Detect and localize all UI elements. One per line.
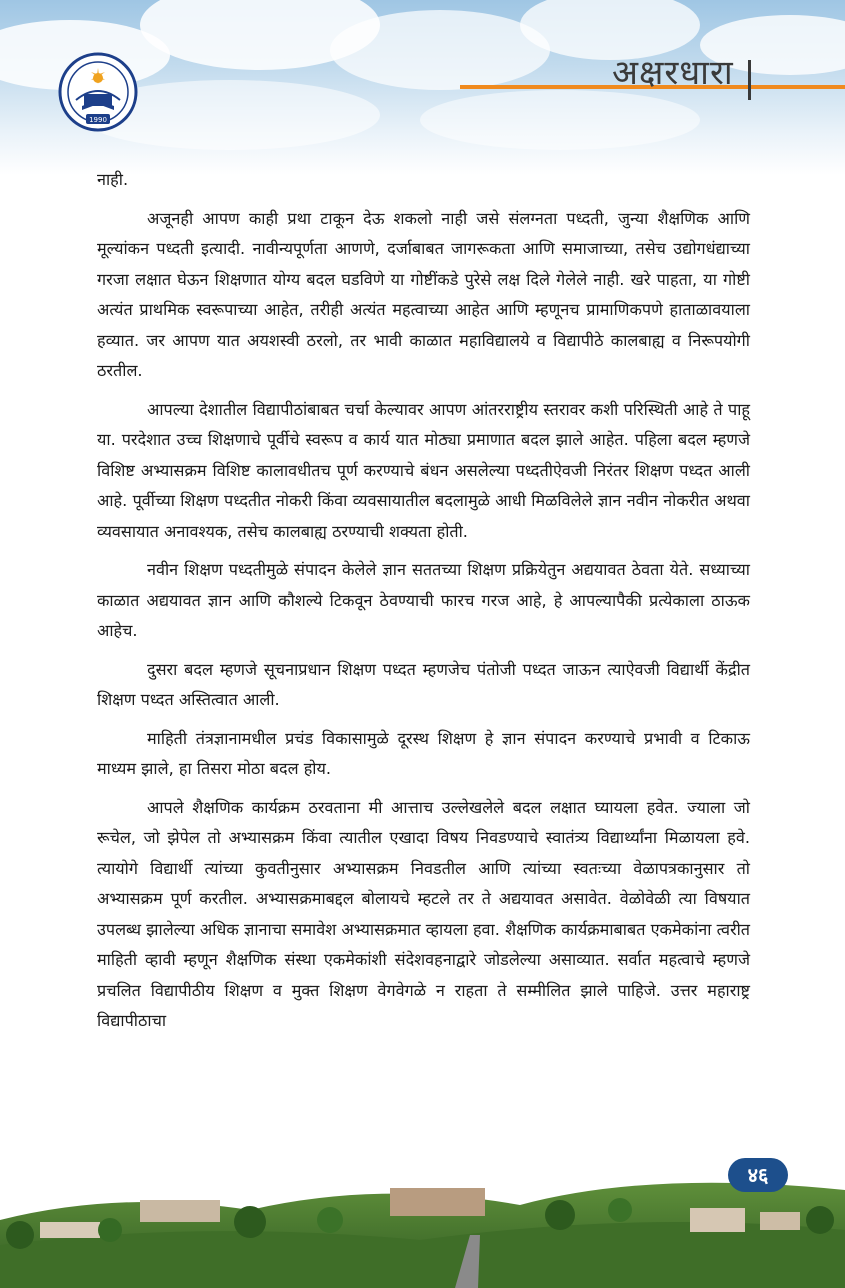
article-body	[97, 165, 750, 1037]
paragraph: आपल्या देशातील विद्यापीठांबाबत चर्चा केल्यावर आपण आंतरराष्ट्रीय स्तरावर कशी परिस्थिती आहे ते पाहू या. परदेशात उच्च शिक्षणाचे पूर्वीचे स्वरूप व कार्य यात मोठ्या प्रमाणात बदल झाले आहेत. पहिला बदल म्हणजे विशिष्ट अभ्यासक्रम विशिष्ट कालावधीतच पूर्ण करण्याचे बंधन असलेल्या पध्दतीऐवजी निरंतर शिक्षण पध्दत आली आहे. पूर्वीच्या शिक्षण पध्दतीत नोकरी किंवा व्यवसायातील बदलामुळे आधी मिळविलेले ज्ञान नवीन नोकरीत अथवा व्यवसायात अनावश्यक, तसेच कालबाह्य ठरण्याची शक्यता होती.	[97, 399, 750, 541]
paragraph: माहिती तंत्रज्ञानामधील प्रचंड विकासामुळे दूरस्थ शिक्षण हे ज्ञान संपादन करण्याचे प्रभावी व टिकाऊ माध्यम झाले, हा तिसरा मोठा बदल होय.	[97, 728, 750, 778]
paragraph: अजूनही आपण काही प्रथा टाकून देऊ शकलो नाही जसे संलग्नता पध्दती, जुन्या शैक्षणिक आणि मूल्यांकन पध्दती इत्यादी. नावीन्यपूर्णता आणणे, दर्जाबाबत जागरूकता आणि समाजाच्या, तसेच उद्योगधंद्याच्या गरजा लक्षात घेऊन शिक्षणात योग्य बदल घडविणे या गोष्टींकडे पुरेसे लक्ष दिले गेलेले नाही. खरे पाहता, या गोष्टी अत्यंत प्राथमिक स्वरूपाच्या आहेत, तरीही अत्यंत महत्वाच्या आहेत आणि म्हणूनच प्रामाणिकपणे हाताळावयाला हव्यात. जर आपण यात अयशस्वी ठरलो, तर भावी काळात महाविद्यालये व विद्यापीठे कालबाह्य व निरूपयोगी ठरतील.	[97, 208, 750, 380]
paragraph: नाही.	[97, 170, 129, 189]
logo-year: 1990	[89, 116, 107, 124]
page-number-badge: ४६	[728, 1158, 788, 1192]
paragraph: दुसरा बदल म्हणजे सूचनाप्रधान शिक्षण पध्दत म्हणजेच पंतोजी पध्दत जाऊन त्याऐवजी विद्यार्थी केंद्रीत शिक्षण पध्दत अस्तित्वात आली.	[97, 659, 750, 709]
paragraph: आपले शैक्षणिक कार्यक्रम ठरवताना मी आत्ताच उल्लेखलेले बदल लक्षात घ्यायला हवेत. ज्याला जो रूचेल, जो झेपेल तो अभ्यासक्रम किंवा त्यातील एखादा विषय निवडण्याचे स्वातंत्र्य विद्यार्थ्यांना मिळायला हवे. त्यायोगे विद्यार्थी त्यांच्या कुवतीनुसार अभ्यासक्रम निवडतील आणि त्यांच्या स्वतःच्या वेळापत्रकानुसार तो अभ्यासक्रम पूर्ण करतील. अभ्यासक्रमाबद्दल बोलायचे म्हटले तर ते अद्ययावत असावेत. वेळोवेळी त्या विषयात उपलब्ध झालेल्या अधिक ज्ञानाचा समावेश अभ्यासक्रमात व्हायला हवा. शैक्षणिक कार्यक्रमाबाबत एकमेकांना त्वरीत माहिती व्हावी म्हणून शैक्षणिक संस्था एकमेकांशी संदेशवहनाद्वारे जोडलेल्या असाव्यात. सर्वात महत्वाचे म्हणजे प्रचलित विद्यापीठीय शिक्षण व मुक्त शिक्षण वेगवेगळे न राहता ते सम्मीलित झाले पाहिजे. उत्तर महाराष्ट्र विद्यापीठाचा	[97, 797, 750, 1030]
paragraph: नवीन शिक्षण पध्दतीमुळे संपादन केलेले ज्ञान सततच्या शिक्षण प्रक्रियेतुन अद्ययावत ठेवता येते. सध्याच्या काळात अद्ययावत ज्ञान आणि कौशल्ये टिकवून ठेवण्याची फारच गरज आहे, हे आपल्यापैकी प्रत्येकाला ठाऊक आहेच.	[97, 560, 750, 640]
brand-divider	[748, 60, 751, 100]
magazine-title: अक्षरधारा	[612, 53, 734, 93]
campus-landscape-illustration	[0, 1150, 845, 1288]
university-logo-icon	[58, 52, 138, 132]
